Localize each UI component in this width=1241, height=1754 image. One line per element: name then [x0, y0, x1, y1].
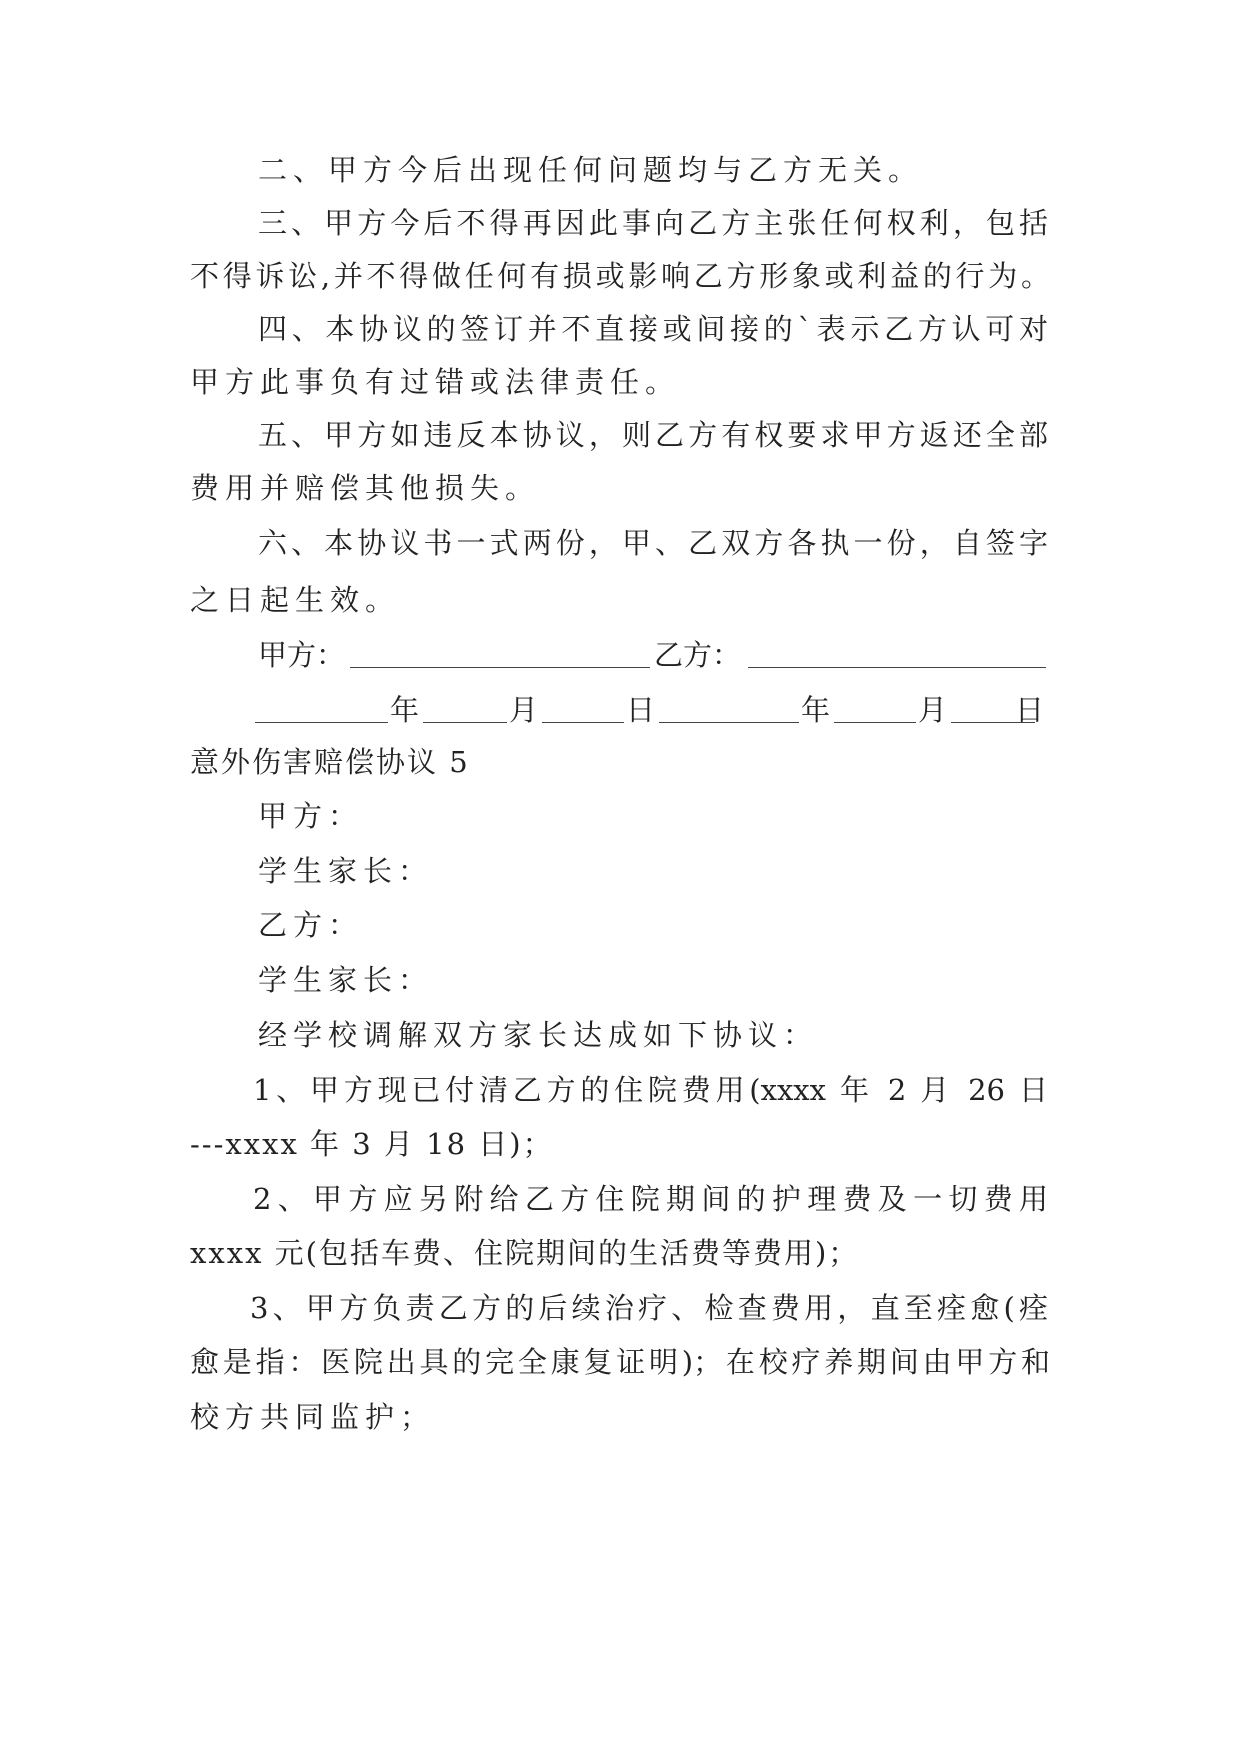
party-a-blank	[350, 667, 650, 668]
month-blank-a	[423, 722, 507, 723]
month-blank-b	[834, 722, 916, 723]
clause-5-line-1: 五、甲方如违反本协议，则乙方有权要求甲方返还全部	[258, 418, 1048, 452]
day-unit-b: 日	[1015, 693, 1045, 727]
year-blank-a	[255, 722, 388, 723]
clause-4-line-2: 甲方此事负有过错或法律责任。	[190, 365, 681, 399]
clause-3-line-1: 三、甲方今后不得再因此事向乙方主张任何权利，包括	[258, 206, 1048, 240]
item-3-line-3: 校方共同监护；	[190, 1400, 436, 1434]
day-unit-a: 日	[626, 693, 656, 727]
year-unit-b: 年	[801, 693, 831, 727]
party-b-parent-line: 学生家长：	[258, 963, 434, 997]
month-unit-a: 月	[509, 693, 539, 727]
item-3-line-2: 愈是指：医院出具的完全康复证明)；在校疗养期间由甲方和	[190, 1345, 1050, 1379]
item-2-line-2: xxxx 元(包括车费、住院期间的生活费等费用)；	[190, 1236, 860, 1270]
item-3-line-1: 3、甲方负责乙方的后续治疗、检查费用，直至痊愈(痊	[250, 1291, 1048, 1325]
clause-2: 二、甲方今后出现任何问题均与乙方无关。	[258, 153, 924, 187]
clause-3-line-2: 不得诉讼,并不得做任何有损或影响乙方形象或利益的行为。	[190, 259, 1050, 293]
section-title: 意外伤害赔偿协议 5	[190, 745, 470, 779]
item-1-line-2: ---xxxx 年 3 月 18 日)；	[190, 1127, 554, 1161]
year-blank-b	[659, 722, 799, 723]
mediation-intro: 经学校调解双方家长达成如下协议：	[258, 1018, 819, 1052]
item-1-line-1: 1、甲方现已付清乙方的住院费用(xxxx 年 2 月 26 日	[253, 1073, 1048, 1107]
party-a-line: 甲方：	[258, 799, 364, 833]
party-a-label: 甲方：	[258, 638, 346, 672]
party-b-blank	[748, 667, 1046, 668]
clause-6-line-1: 六、本协议书一式两份，甲、乙双方各执一份，自签字	[258, 526, 1048, 560]
party-a-parent-line: 学生家长：	[258, 854, 434, 888]
party-b-line: 乙方：	[258, 908, 364, 942]
item-2-line-1: 2、甲方应另附给乙方住院期间的护理费及一切费用	[253, 1182, 1048, 1216]
month-unit-b: 月	[918, 693, 948, 727]
date-row	[255, 690, 1050, 730]
signature-row	[258, 635, 1048, 675]
clause-4-line-1: 四、本协议的签订并不直接或间接的`表示乙方认可对	[258, 312, 1048, 346]
year-unit-a: 年	[390, 693, 420, 727]
day-blank-a	[542, 722, 624, 723]
party-b-label: 乙方：	[654, 638, 742, 672]
clause-6-line-2: 之日起生效。	[190, 583, 401, 617]
clause-5-line-2: 费用并赔偿其他损失。	[190, 471, 541, 505]
